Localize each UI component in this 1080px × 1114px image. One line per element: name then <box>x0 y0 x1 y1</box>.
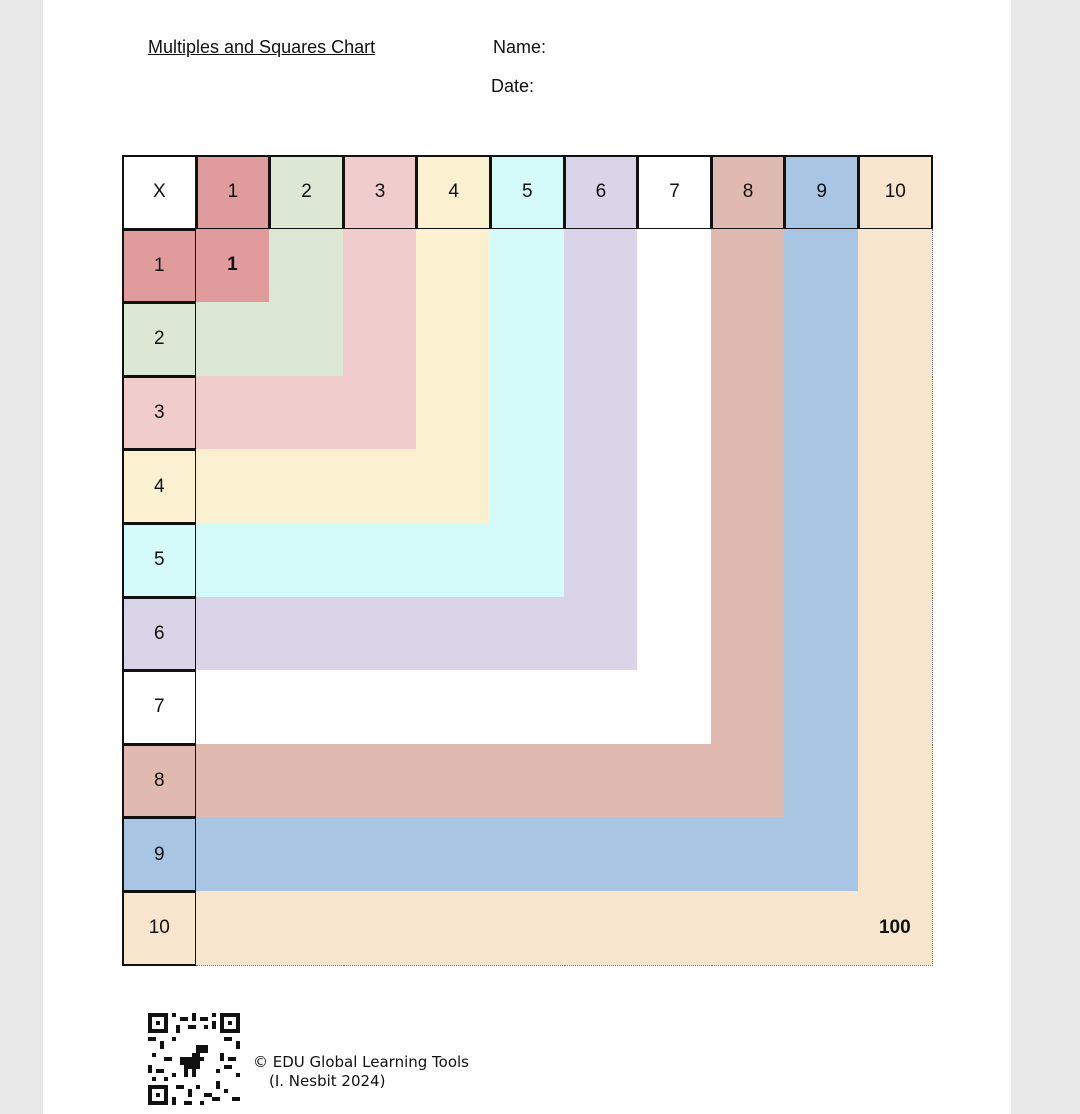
product-cell <box>858 597 933 672</box>
product-cell <box>196 302 271 377</box>
product-cell <box>637 597 712 672</box>
product-cell <box>490 523 565 598</box>
product-cell <box>564 449 639 524</box>
row-header-10: 10 <box>122 891 197 966</box>
product-cell <box>490 449 565 524</box>
product-cell <box>858 817 933 892</box>
product-cell <box>343 891 418 966</box>
product-cell <box>196 670 271 745</box>
row-header-5: 5 <box>122 523 197 598</box>
product-cell <box>343 302 418 377</box>
product-cell <box>416 891 491 966</box>
product-cell <box>711 597 786 672</box>
product-cell <box>637 229 712 304</box>
product-cell <box>711 302 786 377</box>
product-cell <box>269 891 344 966</box>
column-header-10: 10 <box>858 155 933 230</box>
product-cell <box>784 891 859 966</box>
product-cell <box>564 817 639 892</box>
multiplication-grid <box>122 155 932 965</box>
product-cell <box>637 891 712 966</box>
product-cell <box>858 229 933 304</box>
product-cell <box>784 670 859 745</box>
row-header-6: 6 <box>122 597 197 672</box>
product-cell <box>858 302 933 377</box>
product-cell <box>490 670 565 745</box>
product-cell <box>784 523 859 598</box>
product-cell <box>416 229 491 304</box>
row-header-1: 1 <box>122 229 197 304</box>
product-cell <box>416 523 491 598</box>
product-cell <box>416 670 491 745</box>
row-header-9: 9 <box>122 817 197 892</box>
copyright-line-1: © EDU Global Learning Tools <box>253 1053 469 1071</box>
product-cell <box>196 449 271 524</box>
product-cell <box>343 449 418 524</box>
filled-product-cell: 1 <box>196 229 271 304</box>
product-cell <box>784 449 859 524</box>
product-cell <box>416 817 491 892</box>
row-header-4: 4 <box>122 449 197 524</box>
product-cell <box>269 229 344 304</box>
product-cell <box>416 597 491 672</box>
product-cell <box>564 891 639 966</box>
product-cell <box>196 376 271 451</box>
product-cell <box>416 302 491 377</box>
product-cell <box>711 817 786 892</box>
column-header-1: 1 <box>196 155 271 230</box>
product-cell <box>269 817 344 892</box>
product-cell <box>196 597 271 672</box>
page-title: Multiples and Squares Chart <box>148 37 376 57</box>
product-cell <box>343 670 418 745</box>
product-cell <box>564 744 639 819</box>
product-cell <box>269 523 344 598</box>
product-cell <box>564 302 639 377</box>
column-header-5: 5 <box>490 155 565 230</box>
product-cell <box>196 817 271 892</box>
column-header-6: 6 <box>564 155 639 230</box>
column-header-7: 7 <box>637 155 712 230</box>
product-cell <box>858 523 933 598</box>
product-cell <box>784 817 859 892</box>
product-cell <box>196 744 271 819</box>
row-header-2: 2 <box>122 302 197 377</box>
product-cell <box>196 523 271 598</box>
product-cell <box>564 523 639 598</box>
product-cell <box>784 744 859 819</box>
product-cell <box>564 229 639 304</box>
product-cell <box>637 670 712 745</box>
product-cell <box>564 597 639 672</box>
product-cell <box>637 449 712 524</box>
product-cell <box>416 449 491 524</box>
product-cell <box>269 449 344 524</box>
product-cell <box>784 302 859 377</box>
product-cell <box>784 229 859 304</box>
product-cell <box>269 302 344 377</box>
product-cell <box>637 744 712 819</box>
product-cell <box>490 376 565 451</box>
product-cell <box>711 891 786 966</box>
product-cell <box>343 817 418 892</box>
product-cell <box>269 744 344 819</box>
product-cell <box>343 523 418 598</box>
product-cell <box>784 376 859 451</box>
product-cell <box>490 744 565 819</box>
row-header-7: 7 <box>122 670 197 745</box>
name-label: Name: <box>493 37 547 57</box>
product-cell <box>711 523 786 598</box>
product-cell <box>858 744 933 819</box>
product-cell <box>490 817 565 892</box>
product-cell <box>490 891 565 966</box>
column-header-4: 4 <box>416 155 491 230</box>
product-cell <box>343 376 418 451</box>
product-cell <box>343 597 418 672</box>
product-cell <box>490 597 565 672</box>
product-cell <box>858 670 933 745</box>
corner-header-cell: X <box>122 155 197 230</box>
product-cell <box>343 744 418 819</box>
product-cell <box>196 891 271 966</box>
row-header-8: 8 <box>122 744 197 819</box>
product-cell <box>637 523 712 598</box>
product-cell <box>637 302 712 377</box>
product-cell <box>416 376 491 451</box>
column-header-2: 2 <box>269 155 344 230</box>
product-cell <box>269 597 344 672</box>
column-header-9: 9 <box>784 155 859 230</box>
product-cell <box>269 670 344 745</box>
product-cell <box>858 449 933 524</box>
product-cell <box>711 376 786 451</box>
product-cell <box>711 449 786 524</box>
copyright-notice <box>253 1053 469 1091</box>
date-label: Date: <box>491 76 535 96</box>
product-cell <box>711 229 786 304</box>
product-cell <box>858 376 933 451</box>
product-cell <box>637 376 712 451</box>
product-cell <box>269 376 344 451</box>
product-cell <box>416 744 491 819</box>
filled-product-cell: 100 <box>858 891 933 966</box>
product-cell <box>784 597 859 672</box>
product-cell <box>564 376 639 451</box>
product-cell <box>564 670 639 745</box>
column-header-3: 3 <box>343 155 418 230</box>
product-cell <box>490 229 565 304</box>
qr-code-icon <box>148 1013 240 1105</box>
copyright-line-2: (I. Nesbit 2024) <box>269 1072 386 1090</box>
product-cell <box>343 229 418 304</box>
column-header-8: 8 <box>711 155 786 230</box>
product-cell <box>637 817 712 892</box>
product-cell <box>711 670 786 745</box>
row-header-3: 3 <box>122 376 197 451</box>
product-cell <box>490 302 565 377</box>
product-cell <box>711 744 786 819</box>
